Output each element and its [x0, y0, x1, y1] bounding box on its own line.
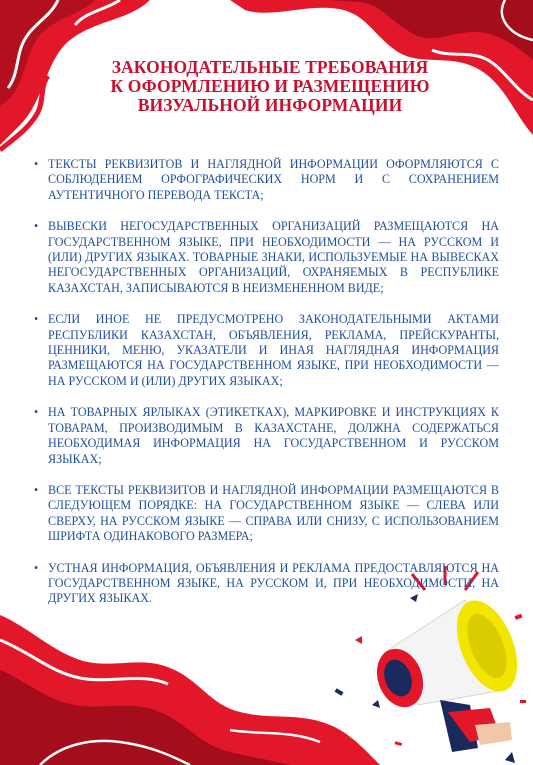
list-item-text: ВЫВЕСКИ НЕГОСУДАРСТВЕННЫХ ОРГАНИЗАЦИЙ РАЗМЕЩАЮТСЯ НА ГОСУДАРСТВЕННОМ ЯЗЫКЕ, ПРИ НЕОБХОДИМОСТИ — НА РУССКОМ И (ИЛИ) ДРУГИХ ЯЗЫКАХ. ТОВАРНЫЕ ЗНАКИ, ИСПОЛЬЗУЕМЫЕ НА ВЫВЕСКАХ НЕГОСУДАРСТВЕННЫХ ОРГАНИЗАЦИЙ, ОХРАНЯЕМЫХ В РЕСПУБЛИКЕ КАЗАХСТАН, ЗАПИСЫВАЮТСЯ В НЕИЗМЕНЕННОМ ВИДЕ;: [48, 219, 499, 295]
list-item-text: ТЕКСТЫ РЕКВИЗИТОВ И НАГЛЯДНОЙ ИНФОРМАЦИИ ОФОРМЛЯЮТСЯ С СОБЛЮДЕНИЕМ ОРФОГРАФИЧЕСКИХ НОРМ И С СОХРАНЕНИЕМ АУТЕНТИЧНОГО ПЕРЕВОДА ТЕКСТА;: [48, 157, 499, 202]
red-wave-bottom-left: [0, 615, 380, 765]
bullet-icon: •: [34, 482, 39, 497]
title-line-3: ВИЗУАЛЬНОЙ ИНФОРМАЦИИ: [137, 95, 403, 115]
bullet-icon: •: [34, 157, 39, 171]
list-item-text: ВСЕ ТЕКСТЫ РЕКВИЗИТОВ И НАГЛЯДНОЙ ИНФОРМАЦИИ РАЗМЕЩАЮТСЯ В СЛЕДУЮЩЕМ ПОРЯДКЕ: НА ГОСУДАРСТВЕННОМ ЯЗЫКЕ — СЛЕВА ИЛИ СВЕРХУ, НА РУССКОМ ЯЗЫКЕ — СПРАВА ИЛИ СНИЗУ, С ИСПОЛЬЗОВАНИЕМ ШРИФТА ОДИНАКОВОГО РАЗМЕРА;: [48, 482, 499, 544]
list-item: [34, 157, 499, 203]
bullet-icon: •: [34, 219, 39, 234]
list-item-text: УСТНАЯ ИНФОРМАЦИЯ, ОБЪЯВЛЕНИЯ И РЕКЛАМА ПРЕДОСТАВЛЯЮТСЯ НА ГОСУДАРСТВЕННОМ ЯЗЫКЕ, НА РУССКОМ И, ПРИ НЕОБХОДИМОСТИ, НА ДРУГИХ ЯЗЫКАХ.: [48, 560, 499, 606]
list-item: [34, 219, 499, 296]
title-line-2: К ОФОРМЛЕНИЮ И РАЗМЕЩЕНИЮ: [110, 76, 430, 96]
bullet-icon: •: [34, 560, 39, 575]
list-item-text: НА ТОВАРНЫХ ЯРЛЫКАХ (ЭТИКЕТКАХ), МАРКИРОВКЕ И ИНСТРУКЦИЯХ К ТОВАРАМ, ПРОИЗВОДИМЫМ В КАЗАХСТАНЕ, ДОЛЖНА СОДЕРЖАТЬСЯ НЕОБХОДИМАЯ ИНФОРМАЦИЯ НА ГОСУДАРСТВЕННОМ И РУССКОМ ЯЗЫКАХ;: [48, 405, 499, 466]
list-item: [34, 312, 499, 389]
list-item-text: ЕСЛИ ИНОЕ НЕ ПРЕДУСМОТРЕНО ЗАКОНОДАТЕЛЬНЫМИ АКТАМИ РЕСПУБЛИКИ КАЗАХСТАН, ОБЪЯВЛЕНИЯ, РЕКЛАМА, ПРЕЙСКУРАНТЫ, ЦЕННИКИ, МЕНЮ, УКАЗАТЕЛИ И ИНАЯ НАГЛЯДНАЯ ИНФОРМАЦИЯ РАЗМЕЩАЮТСЯ НА ГОСУДАРСТВЕННОМ ЯЗЫКЕ, ПРИ НЕОБХОДИМОСТИ — НА РУССКОМ И (ИЛИ) ДРУГИХ ЯЗЫКАХ;: [48, 312, 499, 388]
requirements-list: [34, 157, 499, 623]
bullet-icon: •: [34, 312, 39, 327]
title-line-1: ЗАКОНОДАТЕЛЬНЫЕ ТРЕБОВАНИЯ: [111, 57, 429, 77]
list-item: [34, 561, 499, 607]
bullet-icon: •: [34, 405, 39, 420]
page-title: [70, 58, 470, 115]
list-item: [34, 483, 499, 545]
list-item: [34, 405, 499, 467]
